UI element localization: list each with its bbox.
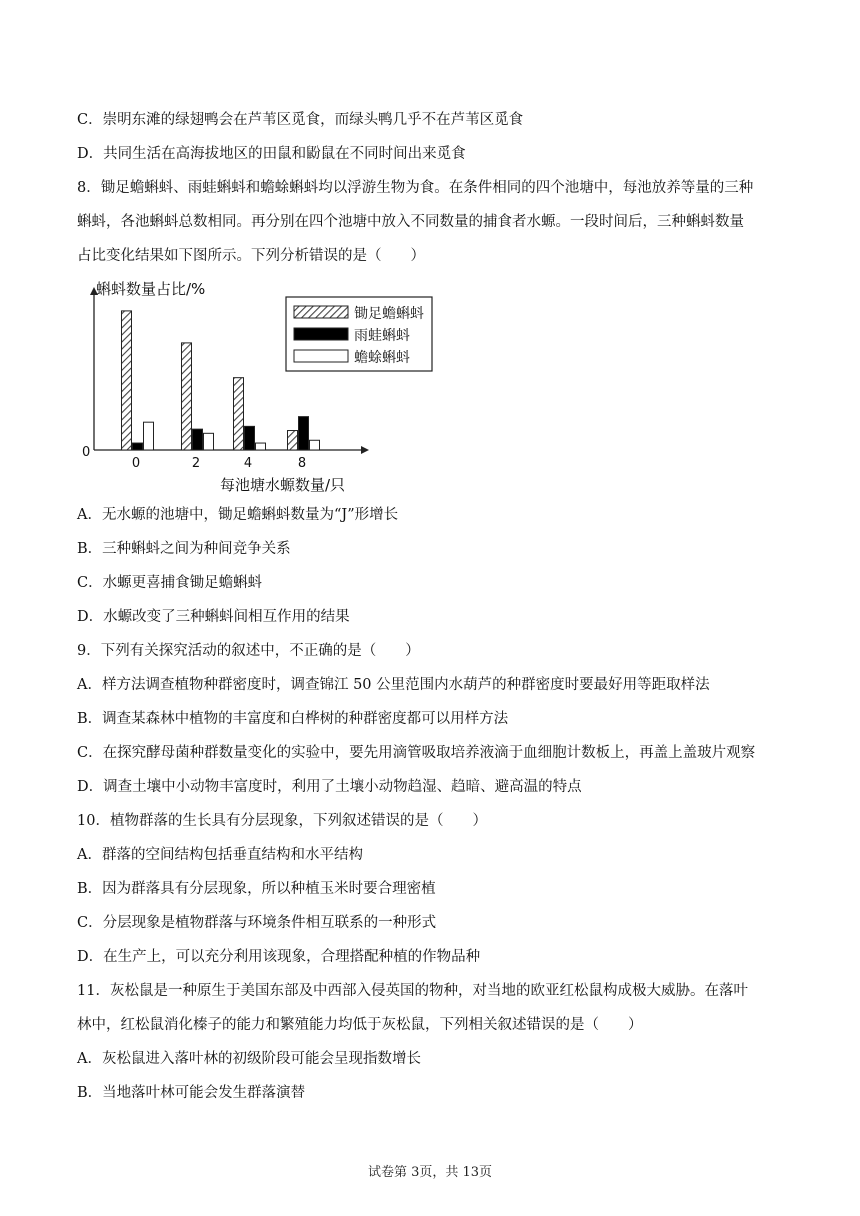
- y-origin-label: 0: [82, 445, 91, 460]
- option-b-q11: B．当地落叶林可能会发生群落演替: [77, 1085, 306, 1101]
- chart-ticks: [132, 456, 306, 471]
- bar-3-0: [144, 422, 154, 450]
- x-axis-arrow: [361, 446, 369, 454]
- question-11-line-1: 11．灰松鼠是一种原生于美国东部及中西部入侵英国的物种，对当地的欧亚红松鼠构成极大威胁。在落叶: [77, 983, 748, 999]
- option-a-q9: A．样方法调查植物种群密度时，调查锦江 50 公里范围内水葫芦的种群密度时要最好用等距取样法: [77, 677, 710, 693]
- bar-3-4: [256, 443, 266, 450]
- bar-3-8: [310, 440, 320, 450]
- question-11-line-2: 林中，红松鼠消化榛子的能力和繁殖能力均低于灰松鼠，下列相关叙述错误的是（ ）: [77, 1017, 643, 1033]
- option-a-q11: A．灰松鼠进入落叶林的初级阶段可能会呈现指数增长: [77, 1051, 421, 1067]
- legend-label: 蟾蜍蝌蚪: [354, 350, 410, 366]
- bar-2-0: [133, 443, 143, 450]
- x-tick-label: 0: [131, 456, 141, 471]
- option-c-q7: C．崇明东滩的绿翅鸭会在芦苇区觅食，而绿头鸭几乎不在芦苇区觅食: [77, 112, 524, 128]
- bar-2-2: [193, 429, 203, 450]
- question-8-line-2: 蝌蚪，各池蝌蚪总数相同。再分别在四个池塘中放入不同数量的捕食者水螈。一段时间后，三种蝌蚪数量: [77, 214, 744, 230]
- x-tick-label: 2: [191, 456, 201, 471]
- x-axis-label: 每池塘水螈数量/只: [220, 476, 346, 494]
- bar-1-4: [234, 378, 244, 450]
- tadpole-bar-chart: [82, 275, 442, 497]
- option-c-q8: C．水螈更喜捕食锄足蟾蝌蚪: [77, 575, 263, 591]
- bar-1-2: [182, 343, 192, 450]
- legend-swatch: [294, 350, 348, 362]
- y-axis-label: 蝌蚪数量占比/%: [96, 280, 206, 298]
- option-c-q10: C．分层现象是植物群落与环境条件相互联系的一种形式: [77, 915, 437, 931]
- legend-label: 雨蛙蝌蚪: [354, 328, 410, 344]
- option-b-q8: B．三种蝌蚪之间为种间竞争关系: [77, 541, 291, 557]
- question-8-line-3: 占比变化结果如下图所示。下列分析错误的是（ ）: [77, 248, 425, 264]
- chart-legend: [286, 297, 432, 371]
- option-b-q10: B．因为群落具有分层现象，所以种植玉米时要合理密植: [77, 881, 436, 897]
- option-d-q7: D．共同生活在高海拔地区的田鼠和鼢鼠在不同时间出来觅食: [77, 146, 466, 162]
- bar-1-8: [288, 431, 298, 450]
- option-a-q8: A．无水螈的池塘中，锄足蟾蝌蚪数量为“J”形增长: [77, 507, 399, 523]
- question-9: 9．下列有关探究活动的叙述中，不正确的是（ ）: [77, 643, 420, 659]
- bar-3-2: [204, 433, 214, 450]
- option-c-q9: C．在探究酵母菌种群数量变化的实验中，要先用滴管吸取培养液滴于血细胞计数板上，再盖上盖玻片观察: [77, 745, 756, 761]
- bar-2-8: [299, 417, 309, 450]
- option-d-q8: D．水螈改变了三种蝌蚪间相互作用的结果: [77, 609, 350, 625]
- option-d-q9: D．调查土壤中小动物丰富度时，利用了土壤小动物趋湿、趋暗、避高温的特点: [77, 779, 582, 795]
- legend-swatch: [294, 328, 348, 340]
- question-8-line-1: 8．锄足蟾蝌蚪、雨蛙蝌蚪和蟾蜍蝌蚪均以浮游生物为食。在条件相同的四个池塘中，每池放养等量的三种: [77, 180, 754, 196]
- page-footer: 试卷第 3页，共 13页: [367, 1165, 493, 1180]
- bar-2-4: [245, 426, 255, 450]
- question-10: 10．植物群落的生长具有分层现象，下列叙述错误的是（ ）: [77, 813, 487, 829]
- legend-label: 锄足蟾蝌蚪: [354, 306, 424, 322]
- x-tick-label: 8: [297, 456, 307, 471]
- bar-1-0: [122, 311, 132, 450]
- option-d-q10: D．在生产上，可以充分利用该现象，合理搭配种植的作物品种: [77, 949, 481, 965]
- x-tick-label: 4: [243, 456, 253, 471]
- option-a-q10: A．群落的空间结构包括垂直结构和水平结构: [77, 847, 363, 863]
- option-b-q9: B．调查某森林中植物的丰富度和白桦树的种群密度都可以用样方法: [77, 711, 509, 727]
- legend-swatch: [294, 306, 348, 318]
